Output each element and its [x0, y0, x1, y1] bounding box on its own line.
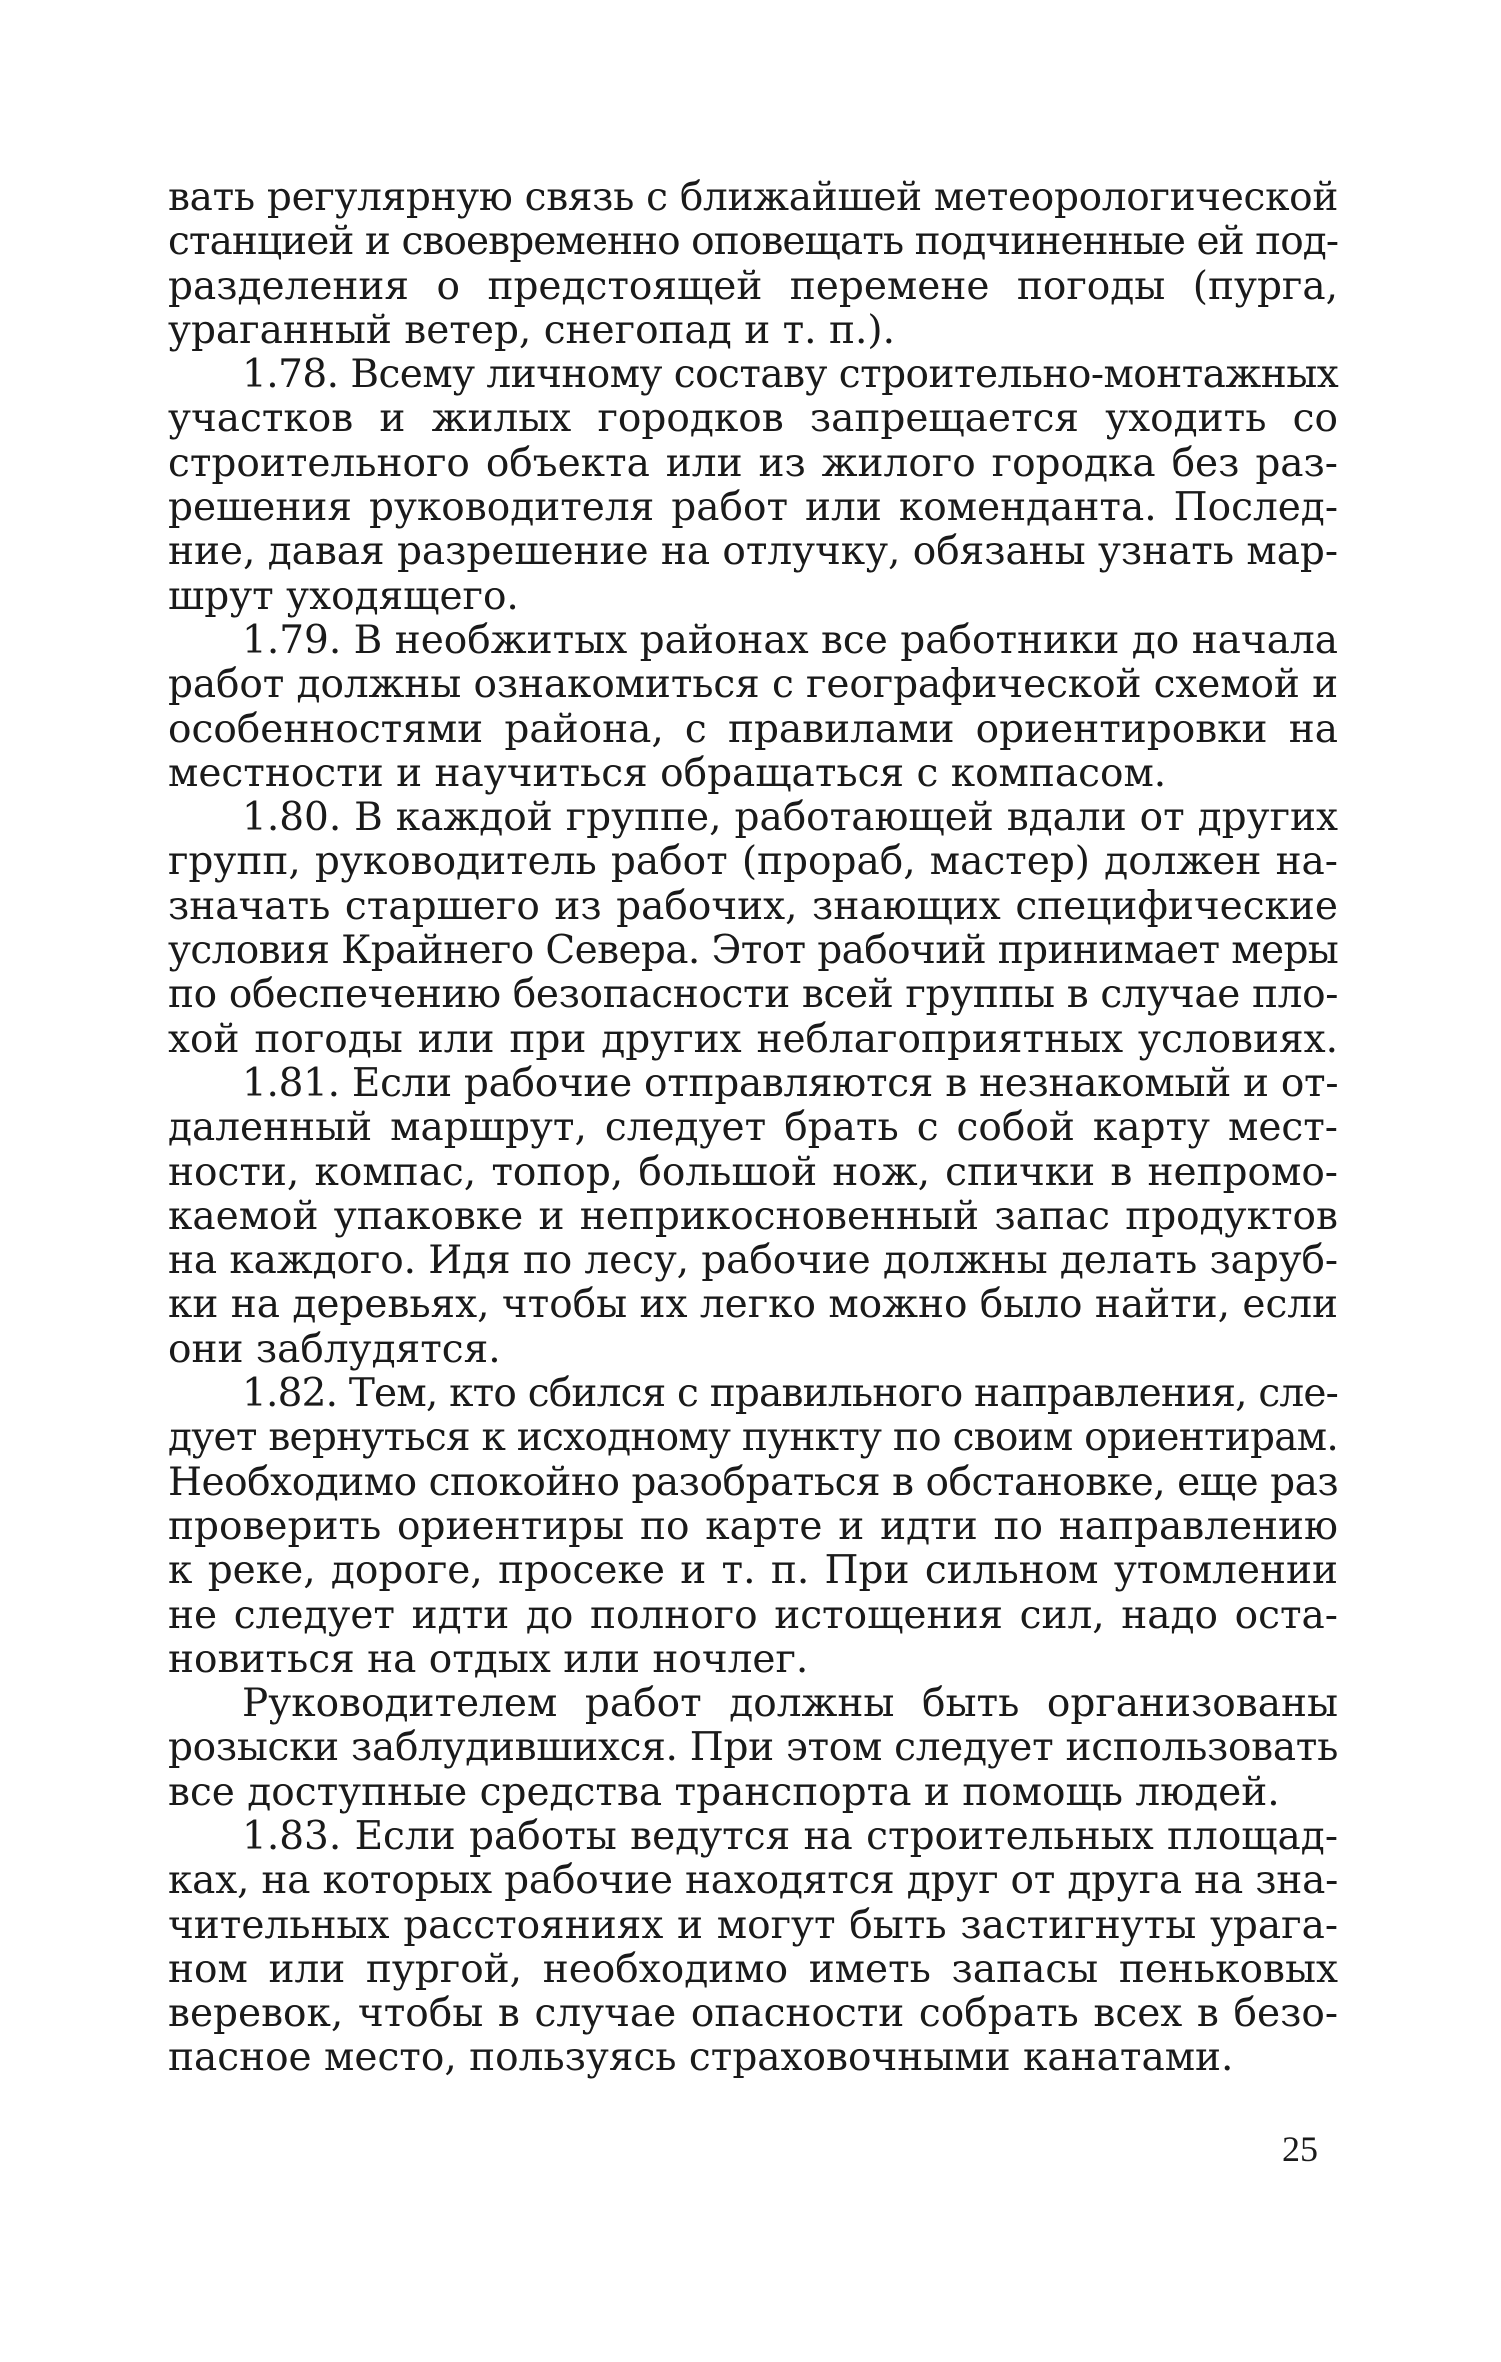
text-line: ураганный ветер, снегопад и т. п.).: [168, 307, 895, 353]
text-line: новиться на отдых или ночлег.: [168, 1636, 809, 1682]
text-line: на каждого. Идя по лесу, рабочие должны делать заруб-: [168, 1238, 1338, 1284]
text-line: 1.79. В необжитых районах все работники до начала: [242, 617, 1338, 663]
text-line: они заблудятся.: [168, 1326, 501, 1372]
text-line: разделения о предстоящей перемене погоды (пурга,: [168, 263, 1338, 309]
text-line: ки на деревьях, чтобы их легко можно было найти, если: [168, 1282, 1338, 1328]
text-line: даленный маршрут, следует брать с собой карту мест-: [168, 1105, 1338, 1151]
text-line: ках, на которых рабочие находятся друг от друга на зна-: [168, 1858, 1339, 1904]
text-line: работ должны ознакомиться с географической схемой и: [168, 662, 1338, 708]
text-line: 1.82. Тем, кто сбился с правильного направления, сле-: [242, 1371, 1338, 1417]
text-line: хой погоды или при других неблагоприятных условиях.: [168, 1016, 1338, 1062]
text-line: строительного объекта или из жилого городка без раз-: [168, 440, 1338, 486]
text-line: Необходимо спокойно разобраться в обстановке, еще раз: [168, 1459, 1339, 1505]
text-line: 1.80. В каждой группе, работающей вдали от других: [242, 795, 1338, 841]
text-line: групп, руководитель работ (прораб, мастер) должен на-: [168, 839, 1338, 885]
text-line: станцией и своевременно оповещать подчиненные ей под-: [168, 219, 1339, 265]
text-line: ности, компас, топор, большой нож, спички в непромо-: [168, 1149, 1338, 1195]
text-line: все доступные средства транспорта и помощь людей.: [168, 1769, 1280, 1815]
text-line: особенностями района, с правилами ориентировки на: [168, 706, 1338, 752]
text-line: вать регулярную связь с ближайшей метеорологической: [168, 175, 1339, 220]
text-line: розыски заблудившихся. При этом следует использовать: [168, 1725, 1338, 1771]
text-line: Руководителем работ должны быть организованы: [242, 1681, 1338, 1727]
text-line: значать старшего из рабочих, знающих специфические: [168, 883, 1338, 929]
text-line: решения руководителя работ или коменданта. Послед-: [168, 485, 1338, 531]
text-line: 1.81. Если рабочие отправляются в незнакомый и от-: [242, 1060, 1339, 1106]
text-line: 1.83. Если работы ведутся на строительных площад-: [242, 1813, 1338, 1859]
text-line: к реке, дороге, просеке и т. п. При сильном утомлении: [168, 1548, 1338, 1594]
text-line: ном или пургой, необходимо иметь запасы пеньковых: [168, 1946, 1338, 1992]
text-line: участков и жилых городков запрещается уходить со: [168, 396, 1338, 442]
text-line: не следует идти до полного истощения сил, надо оста-: [168, 1592, 1338, 1638]
text-line: пасное место, пользуясь страховочными канатами.: [168, 2035, 1234, 2081]
text-line: веревок, чтобы в случае опасности собрать всех в безо-: [168, 1991, 1338, 2037]
text-line: дует вернуться к исходному пункту по своим ориентирам.: [168, 1415, 1339, 1461]
text-line: 1.78. Всему личному составу строительно-монтажных: [242, 352, 1339, 398]
text-line: проверить ориентиры по карте и идти по направлению: [168, 1503, 1338, 1549]
body-text: [168, 176, 1338, 2081]
text-line: местности и научиться обращаться с компасом.: [168, 750, 1167, 796]
page-number: 25: [1282, 2129, 1318, 2169]
text-line: по обеспечению безопасности всей группы в случае пло-: [168, 972, 1339, 1018]
text-line: шрут уходящего.: [168, 573, 519, 619]
text-line: условия Крайнего Севера. Этот рабочий принимает меры: [168, 928, 1339, 974]
text-line: чительных расстояниях и могут быть застигнуты урага-: [168, 1902, 1338, 1948]
text-line: ние, давая разрешение на отлучку, обязаны узнать мар-: [168, 529, 1338, 575]
text-line: каемой упаковке и неприкосновенный запас продуктов: [168, 1193, 1338, 1239]
